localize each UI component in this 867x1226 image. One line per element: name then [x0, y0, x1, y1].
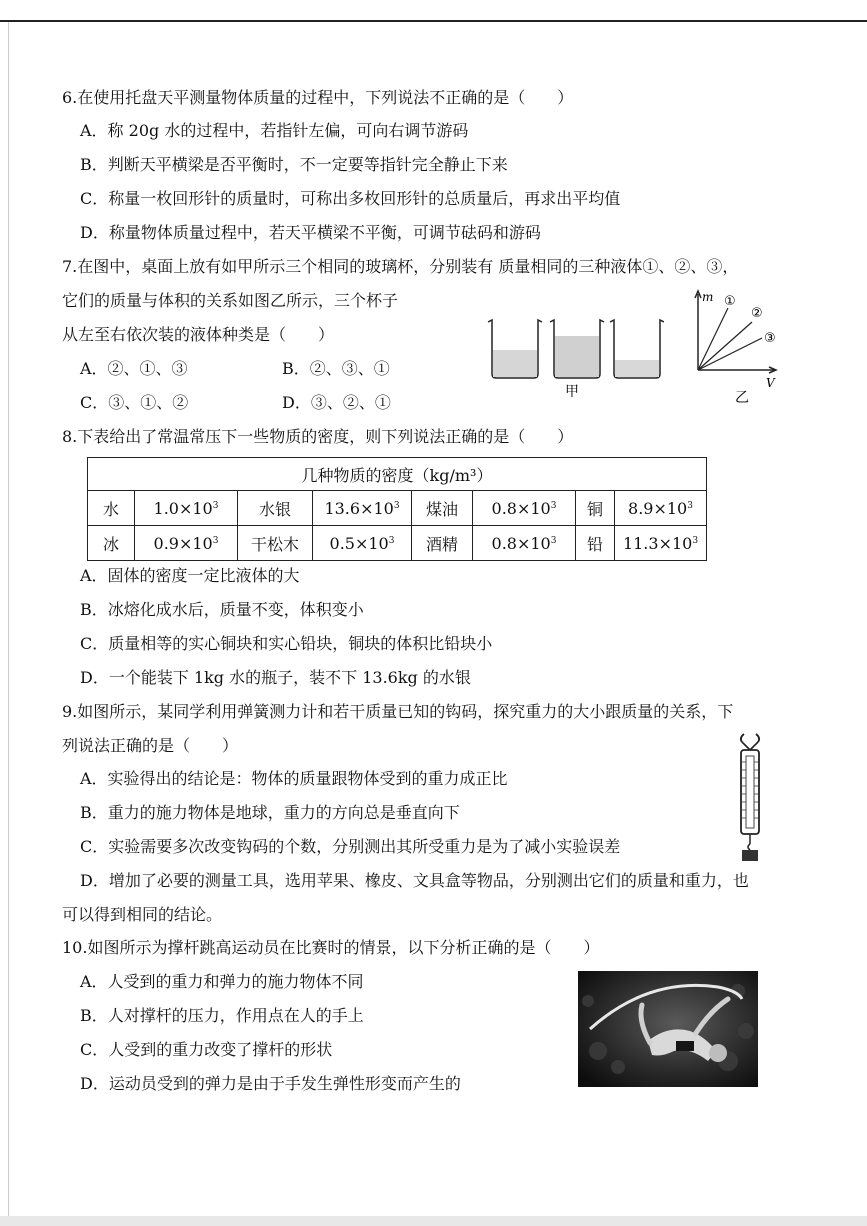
q8-option-a: A．固体的密度一定比液体的大	[80, 566, 300, 585]
q9-option-d: D．增加了必要的测量工具，选用苹果、橡皮、文具盒等物品，分别测出它们的质量和重力，也	[80, 871, 749, 890]
q9-stem-line1: 9.如图所示，某同学利用弹簧测力计和若干质量已知的钩码，探究重力的大小跟质量的关系，下	[62, 702, 734, 721]
q6-stem: 6.在使用托盘天平测量物体质量的过程中，下列说法不正确的是（ ）	[62, 88, 574, 107]
substance-name: 煤油	[412, 491, 473, 526]
q8-option-c: C．质量相等的实心铜块和实心铅块，铜块的体积比铅块小	[80, 634, 493, 653]
q8-option-b: B．冰熔化成水后，质量不变，体积变小	[80, 600, 364, 619]
beaker-right	[610, 320, 664, 378]
spring-scale-figure	[730, 730, 770, 864]
hanger-hook	[741, 734, 759, 742]
mass-volume-graph	[690, 286, 790, 404]
beaker-left	[488, 320, 542, 378]
graph-line-1	[698, 308, 728, 370]
axis-v-label: V	[766, 376, 775, 390]
page-edge	[8, 22, 9, 1218]
graph-label-3: ③	[764, 331, 776, 346]
density-value: $1.0\times 10^3$	[135, 491, 238, 526]
q8-stem: 8.下表给出了常温常压下一些物质的密度，则下列说法正确的是（ ）	[62, 427, 574, 446]
axis-m-label: m	[702, 290, 714, 304]
density-value: $13.6\times 10^3$	[313, 491, 412, 526]
density-value: $0.8\times 10^3$	[473, 526, 576, 561]
graph-label-1: ①	[724, 294, 736, 309]
density-table-caption: 几种物质的密度（kg/m³）	[88, 458, 707, 491]
density-value: $11.3\times 10^3$	[615, 526, 707, 561]
q6-option-c: C．称量一枚回形针的质量时，可称出多枚回形针的总质量后，再求出平均值	[80, 189, 621, 208]
q9-stem-line2: 列说法正确的是（ ）	[62, 736, 239, 755]
q7-option-d: D．③、②、①	[282, 393, 391, 412]
table-row	[88, 491, 707, 526]
hook-weight	[742, 850, 758, 861]
density-value: $0.9\times 10^3$	[135, 526, 238, 561]
substance-name: 酒精	[412, 526, 473, 561]
q10-option-b: B．人对撑杆的压力，作用点在人的手上	[80, 1006, 364, 1025]
top-rule	[0, 20, 867, 22]
substance-name: 水	[88, 491, 135, 526]
q6-option-b: B．判断天平横梁是否平衡时，不一定要等指针完全静止下来	[80, 155, 508, 174]
q10-option-c: C．人受到的重力改变了撑杆的形状	[80, 1040, 333, 1059]
pole-vault-photo	[578, 971, 758, 1087]
table-row	[88, 526, 707, 561]
fig-jia-label: 甲	[565, 384, 579, 398]
q7-stem-line2: 它们的质量与体积的关系如图乙所示，三个杯子	[62, 291, 399, 310]
q10-option-d: D．运动员受到的弹力是由于手发生弹性形变而产生的	[80, 1074, 461, 1093]
substance-name: 水银	[238, 491, 313, 526]
q8-option-d: D．一个能装下 1kg 水的瓶子，装不下 13.6kg 的水银	[80, 668, 471, 687]
graph-line-3	[698, 338, 762, 370]
athlete-head	[709, 1044, 727, 1062]
q9-option-b: B．重力的施力物体是地球，重力的方向总是垂直向下	[80, 803, 460, 822]
q7-option-c: C．③、①、②	[80, 393, 189, 412]
substance-name: 干松木	[238, 526, 313, 561]
q10-option-a: A．人受到的重力和弹力的施力物体不同	[80, 972, 364, 991]
q9-option-d-continued: 可以得到相同的结论。	[62, 905, 223, 924]
q7-stem-line1: 7.在图中，桌面上放有如甲所示三个相同的玻璃杯，分别装有 质量相同的三种液体①、②、③，	[62, 257, 739, 276]
q9-option-c: C．实验需要多次改变钩码的个数，分别测出其所受重力是为了减小实验误差	[80, 837, 621, 856]
q6-option-d: D．称量物体质量过程中，若天平横梁不平衡，可调节砝码和游码	[80, 223, 541, 242]
graph-line-2	[698, 322, 752, 370]
q7-option-a: A．②、①、③	[80, 359, 188, 378]
q9-option-a: A．实验得出的结论是：物体的质量跟物体受到的重力成正比	[80, 769, 508, 788]
density-value: $0.5\times 10^3$	[313, 526, 412, 561]
q10-stem: 10.如图所示为撑杆跳高运动员在比赛时的情景，以下分析正确的是（ ）	[62, 938, 600, 957]
graph-label-2: ②	[751, 306, 763, 321]
beaker-middle	[550, 320, 604, 378]
q7-option-b: B．②、③、①	[282, 359, 390, 378]
density-value: $8.9\times 10^3$	[615, 491, 707, 526]
density-value: $0.8\times 10^3$	[473, 491, 576, 526]
density-table	[87, 457, 707, 561]
q7-stem-line3: 从左至右依次装的液体种类是（ ）	[62, 325, 335, 344]
substance-name: 铅	[576, 526, 615, 561]
substance-name: 冰	[88, 526, 135, 561]
page-bottom-bar	[0, 1216, 867, 1226]
beakers-figure	[484, 314, 664, 398]
q6-option-a: A．称 20g 水的过程中，若指针左偏，可向右调节游码	[80, 121, 469, 140]
fig-yi-label: 乙	[735, 390, 749, 404]
substance-name: 铜	[576, 491, 615, 526]
